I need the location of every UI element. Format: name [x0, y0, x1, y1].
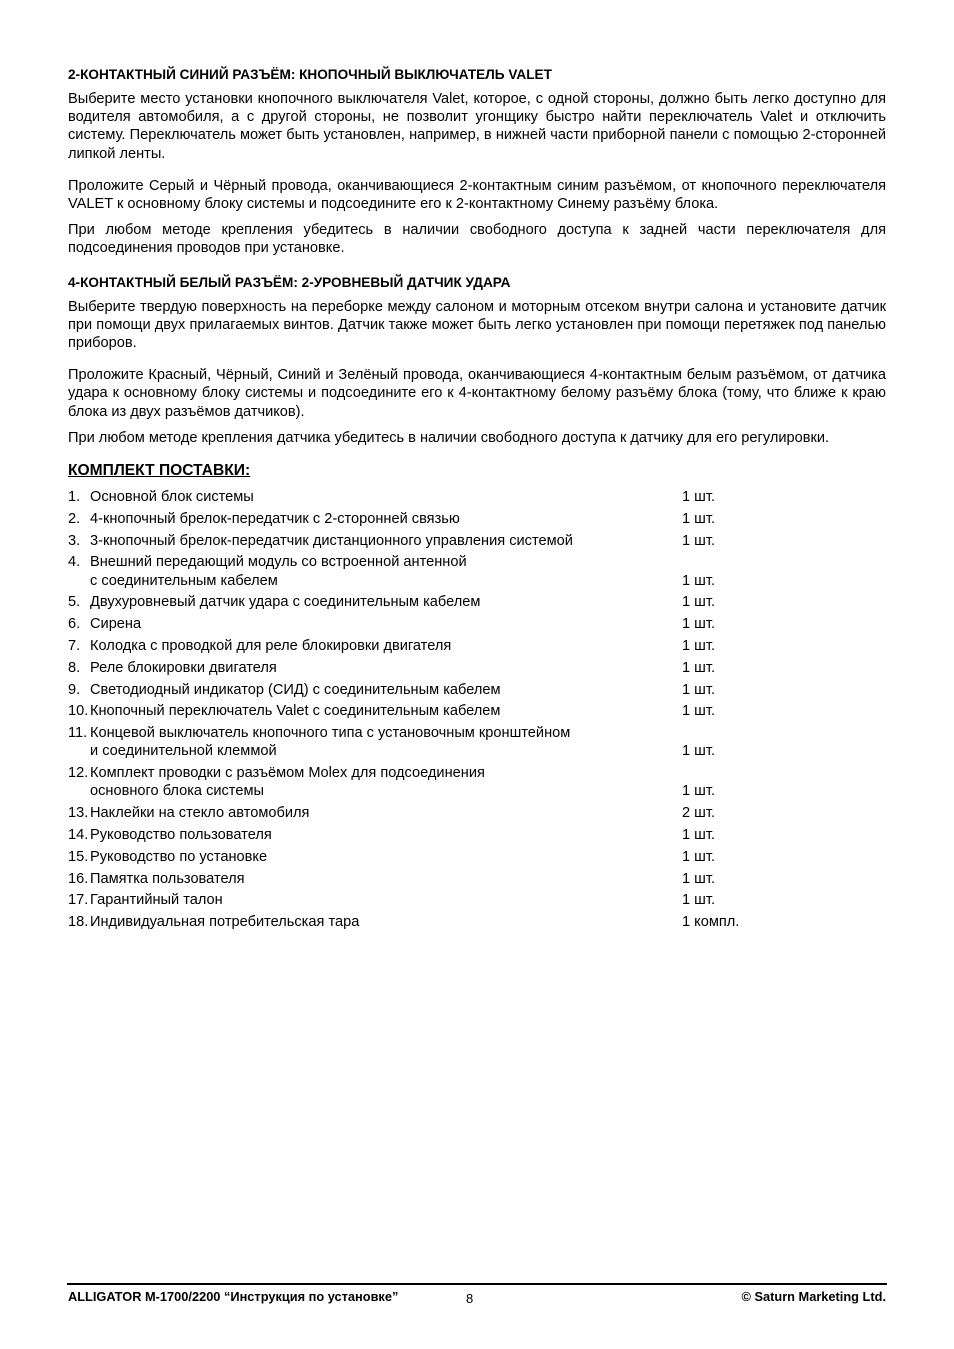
item-number: 13. — [68, 805, 89, 822]
paragraph: При любом методе крепления убедитесь в наличии свободного доступа к задней части переключателя для подсоединения проводов при установке. — [68, 222, 886, 257]
list-item — [68, 615, 886, 633]
item-text: Внешний передающий модуль со встроенной антенной — [90, 554, 467, 571]
item-number: 12. — [68, 765, 89, 782]
item-number: 8. — [68, 659, 81, 676]
item-quantity: 2 шт. — [682, 805, 715, 822]
item-quantity: 1 шт. — [682, 892, 715, 909]
paragraph: Проложите Красный, Чёрный, Синий и Зелёный провода, оканчивающиеся 4-контактным белым разъёмом, от датчика удара к основному блоку системы и подсоедините его к 4-контактному белому разъёму блока (тому, что ближе к краю блока из двух разъёмов датчиков). — [68, 367, 886, 420]
item-quantity: 1 шт. — [682, 638, 715, 655]
item-text: Реле блокировки двигателя — [90, 659, 277, 676]
item-quantity: 1 шт. — [682, 827, 715, 844]
item-number: 3. — [68, 532, 81, 549]
item-text-continued: основного блока системы — [90, 783, 264, 800]
item-quantity: 1 шт. — [682, 681, 715, 698]
item-text-block — [90, 764, 682, 800]
item-number: 2. — [68, 510, 81, 527]
section-title-valet: 2-КОНТАКТНЫЙ СИНИЙ РАЗЪЁМ: КНОПОЧНЫЙ ВЫКЛЮЧАТЕЛЬ VALET — [68, 67, 552, 82]
list-item — [68, 724, 886, 760]
item-quantity: 1 шт. — [682, 848, 715, 865]
item-text: Гарантийный талон — [90, 892, 223, 909]
item-number: 9. — [68, 681, 81, 698]
item-text: 4-кнопочный брелок-передатчик с 2-сторонней связью — [90, 510, 460, 527]
item-text: Индивидуальная потребительская тара — [90, 914, 360, 931]
item-text-block — [90, 553, 682, 589]
item-text: Памятка пользователя — [90, 870, 245, 887]
item-quantity: 1 шт. — [682, 659, 715, 676]
list-item — [68, 804, 886, 822]
page-content — [68, 66, 886, 935]
item-text: Колодка с проводкой для реле блокировки двигателя — [90, 638, 452, 655]
page-number: 8 — [466, 1291, 474, 1306]
item-quantity: 1 шт. — [682, 703, 715, 720]
list-item — [68, 593, 886, 611]
item-quantity: 1 шт. — [682, 572, 715, 589]
item-quantity: 1 шт. — [682, 783, 715, 800]
item-number: 1. — [68, 489, 81, 506]
list-item — [68, 848, 886, 866]
item-text: Руководство пользователя — [90, 827, 272, 844]
list-item — [68, 532, 886, 550]
item-text: Кнопочный переключатель Valet с соединительным кабелем — [90, 703, 501, 720]
item-text: Сирена — [90, 616, 142, 633]
item-number: 4. — [68, 554, 81, 571]
item-quantity: 1 шт. — [682, 870, 715, 887]
item-text-block — [90, 724, 682, 760]
paragraph: Выберите твердую поверхность на переборке между салоном и моторным отсеком внутри салона и установите датчик при помощи двух прилагаемых винтов. Датчик также может быть легко установлен при помощи перетяжек под панелью приборов. — [68, 298, 886, 352]
list-item — [68, 488, 886, 506]
item-text-continued: с соединительным кабелем — [90, 572, 278, 589]
kit-list — [68, 488, 886, 931]
item-text: Светодиодный индикатор (СИД) с соединительным кабелем — [90, 681, 501, 698]
item-number: 10. — [68, 703, 89, 720]
item-quantity: 1 компл. — [682, 914, 740, 931]
item-text-continued: и соединительной клеммой — [90, 743, 277, 760]
item-text: Основной блок системы — [90, 489, 254, 506]
list-item — [68, 891, 886, 909]
item-text: Руководство по установке — [90, 848, 268, 865]
item-quantity: 1 шт. — [682, 616, 715, 633]
item-number: 18. — [68, 914, 89, 931]
item-number: 6. — [68, 616, 81, 633]
item-number: 16. — [68, 870, 89, 887]
item-text: Двухуровневый датчик удара с соединительным кабелем — [90, 594, 481, 611]
item-number: 11. — [68, 725, 88, 742]
list-item — [68, 637, 886, 655]
item-quantity: 1 шт. — [682, 489, 715, 506]
item-number: 5. — [68, 594, 81, 611]
item-quantity: 1 шт. — [682, 594, 715, 611]
item-text: Наклейки на стекло автомобиля — [90, 805, 310, 822]
list-item — [68, 681, 886, 699]
list-item — [68, 510, 886, 528]
kit-title: КОМПЛЕКТ ПОСТАВКИ: — [68, 462, 251, 480]
item-text: Концевой выключатель кнопочного типа с установочным кронштейном — [90, 725, 571, 742]
item-number: 7. — [68, 638, 81, 655]
footer-divider — [67, 1283, 887, 1285]
footer-doc-title: ALLIGATOR M-1700/2200 “Инструкция по установке” — [68, 1289, 399, 1304]
list-item — [68, 702, 886, 720]
paragraph: Выберите место установки кнопочного выключателя Valet, которое, с одной стороны, должно быть легко доступно для водителя автомобиля, а с другой стороны, не позволит угонщику быстро найти переключатель Valet и отключить систему. Переключатель может быть установлен, например, в нижней части приборной панели с помощью 2-сторонней липкой ленты. — [68, 91, 886, 162]
list-item — [68, 764, 886, 800]
paragraph: Проложите Серый и Чёрный провода, оканчивающиеся 2-контактным синим разъёмом, от кнопочного переключателя VALET к основному блоку системы и подсоедините его к 2-контактному Синему разъёму блока. — [68, 177, 886, 213]
item-number: 14. — [68, 827, 89, 844]
list-item — [68, 826, 886, 844]
item-quantity: 1 шт. — [682, 743, 715, 760]
item-number: 17. — [68, 892, 89, 909]
item-quantity: 1 шт. — [682, 510, 715, 527]
list-item — [68, 870, 886, 888]
footer-copyright: © Saturn Marketing Ltd. — [741, 1289, 886, 1304]
paragraph: При любом методе крепления датчика убедитесь в наличии свободного доступа к датчику для его регулировки. — [68, 429, 830, 446]
item-number: 15. — [68, 848, 89, 865]
list-item — [68, 659, 886, 677]
item-quantity: 1 шт. — [682, 532, 715, 549]
item-text: Комплект проводки с разъёмом Molex для подсоединения — [90, 765, 485, 782]
list-item — [68, 913, 886, 931]
section-title-shock-sensor: 4-КОНТАКТНЫЙ БЕЛЫЙ РАЗЪЁМ: 2-УРОВНЕВЫЙ ДАТЧИК УДАРА — [68, 274, 511, 290]
list-item — [68, 553, 886, 589]
item-text: 3-кнопочный брелок-передатчик дистанционного управления системой — [90, 532, 573, 549]
